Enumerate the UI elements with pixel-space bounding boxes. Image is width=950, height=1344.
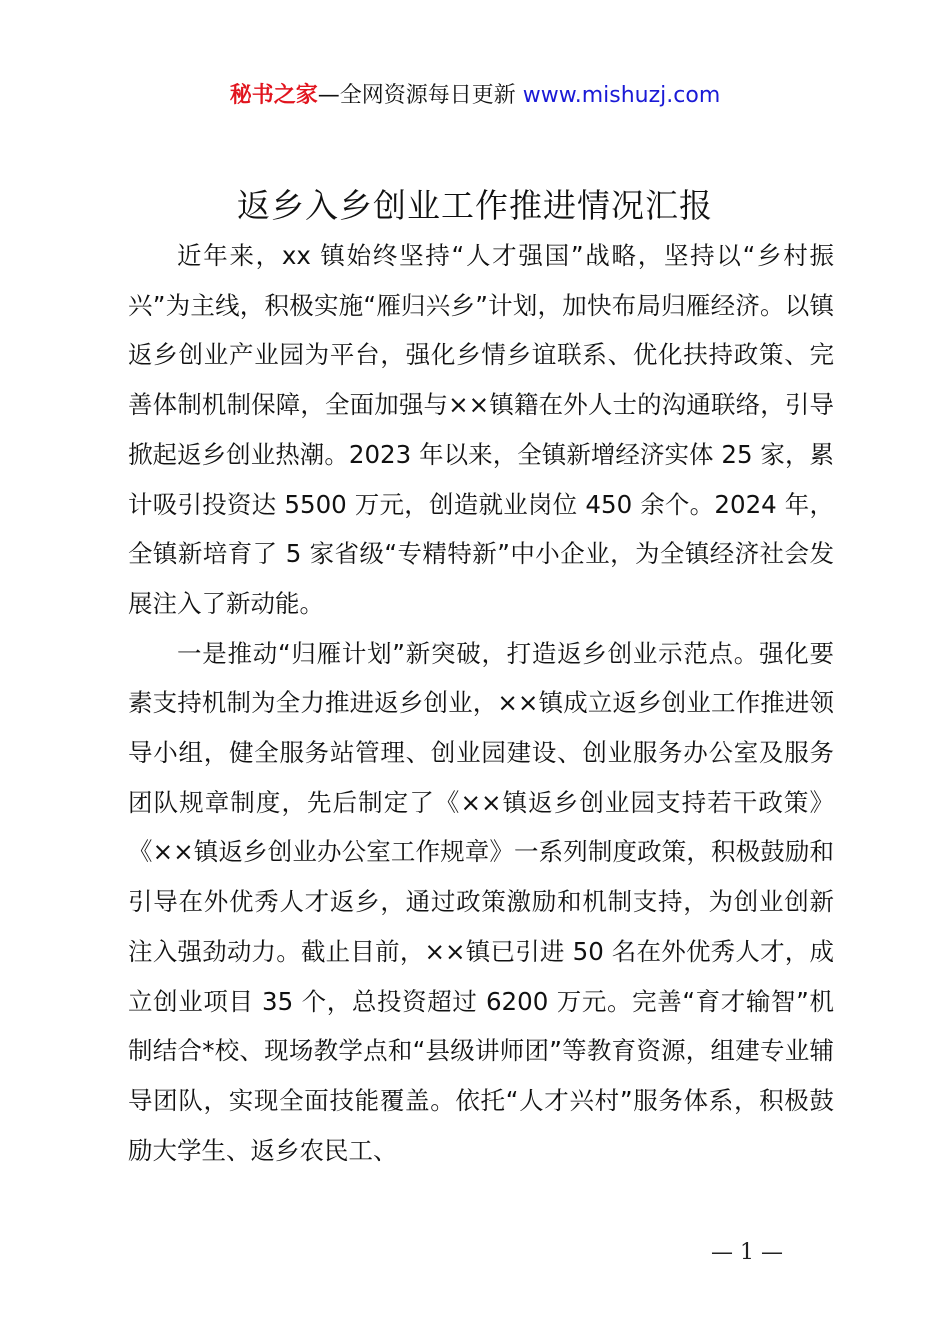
page-number: — 1 — bbox=[711, 1240, 783, 1265]
site-header bbox=[0, 80, 950, 112]
site-url-link[interactable]: www.mishuzj.com bbox=[522, 83, 721, 108]
document-title: 返乡入乡创业工作推进情况汇报 bbox=[237, 186, 713, 225]
body-paragraph-1: 近年来，xx 镇始终坚持“人才强国”战略，坚持以“乡村振兴”为主线，积极实施“雁归兴乡”计划，加快布局归雁经济。以镇返乡创业产业园为平台，强化乡情乡谊联系、优化扶持政策、完善体制机制保障，全面加强与××镇籍在外人士的沟通联络，引导掀起返乡创业热潮。2023 年以来，全镇新增经济实体 25 家，累计吸引投资达 5500 万元，创造就业岗位 450 余个。2024 年，全镇新培育了 5 家省级“专精特新”中小企业，为全镇经济社会发展注入了新动能。 bbox=[128, 241, 834, 618]
site-tagline: —全网资源每日更新 bbox=[317, 83, 516, 108]
body-paragraph-2: 一是推动“归雁计划”新突破，打造返乡创业示范点。强化要素支持机制为全力推进返乡创业，××镇成立返乡创业工作推进领导小组，健全服务站管理、创业园建设、创业服务办公室及服务团队规章制度，先后制定了《××镇返乡创业园支持若干政策》《××镇返乡创业办公室工作规章》一系列制度政策，积极鼓励和引导在外优秀人才返乡，通过政策激励和机制支持，为创业创新注入强劲动力。截止目前，××镇已引进 50 名在外优秀人才，成立创业项目 35 个，总投资超过 6200 万元。完善“育才输智”机制结合*校、现场教学点和“县级讲师团”等教育资源，组建专业辅导团队，实现全面技能覆盖。依托“人才兴村”服务体系，积极鼓励大学生、返乡农民工、 bbox=[128, 638, 834, 1165]
site-brand: 秘书之家 bbox=[229, 83, 318, 108]
document-body bbox=[128, 231, 834, 1175]
